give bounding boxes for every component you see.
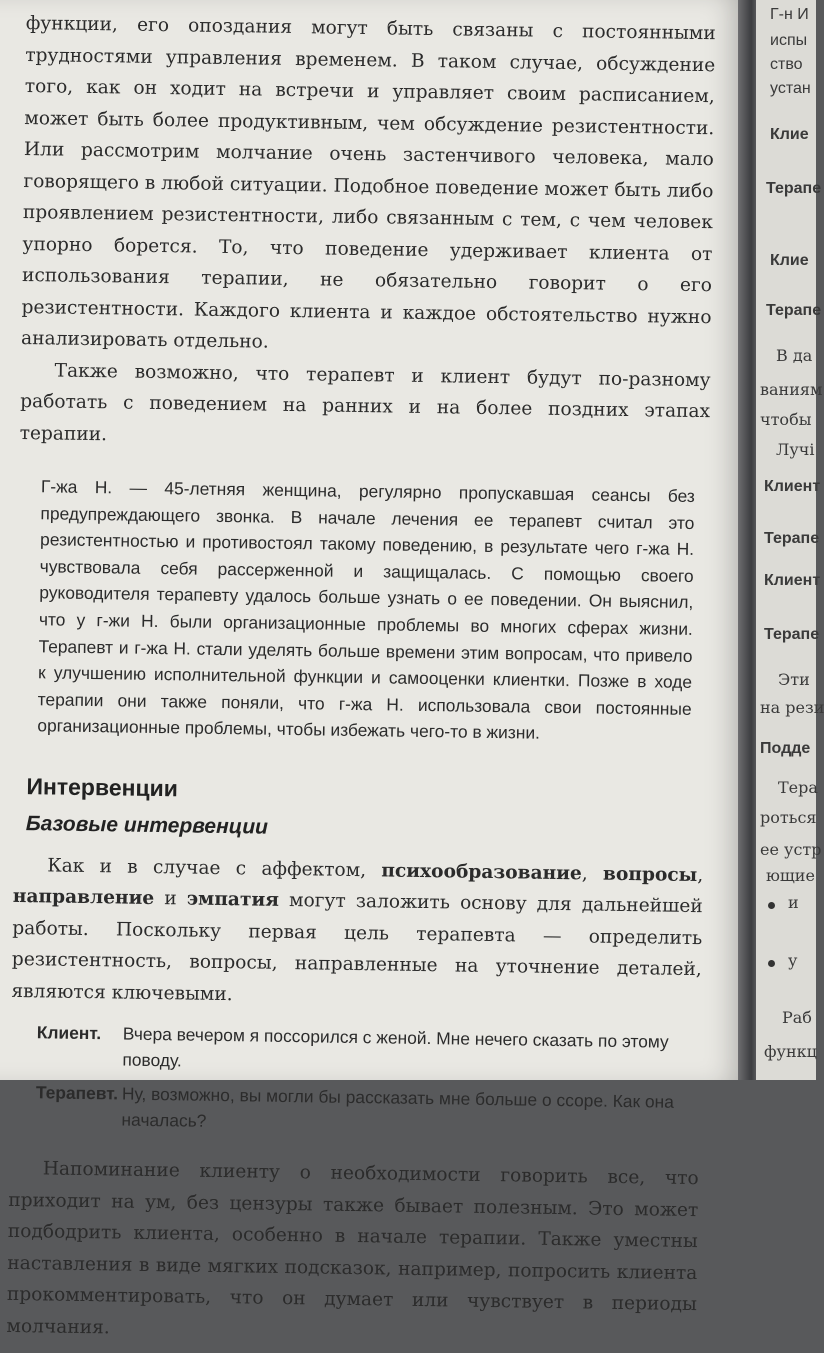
fragment-text: Терапе	[766, 302, 822, 319]
fragment-text: Г-н И	[770, 6, 809, 23]
right-page-edge	[756, 0, 824, 1080]
fragment-text: Терапе	[764, 530, 820, 547]
bullet-icon	[768, 960, 775, 967]
fragment-text: Терапе	[764, 626, 820, 643]
case-example: Г-жа Н. — 45-летняя женщина, регулярно пропускавшая сеансы без предупреждающего звонка. В начале лечения ее терапевт считал это резистентностью и противостоял такому поведению, в результате чего г-жа Н. чувствовала себя рассерженной и защищалась. С помощью своего руководителя терапевту удалось больше узнать о ее поведении. Он выяснил, что у г-жи Н. были организационные проблемы во многих сферах жизни. Терапевт и г-жа Н. стали уделять больше времени этим вопросам, что привело к улучшению исполнительной функции и самооценки клиентки. Позже в ходе терапии они также поняли, что г-жа Н. использовала свои постоянные организационные проблемы, чтобы избежать чего-то в жизни.	[37, 476, 695, 744]
paragraph-3: Как и в случае с аффектом, психообразование, вопросы, направление и эмпатия могут заложить основу для дальнейшей работы. Поскольку первая цель терапевта — определить резистентность, вопросы, направленные на уточнение деталей, являются ключевыми.	[11, 855, 704, 1006]
paragraph-1: функции, его опоздания могут быть связаны с постоянными трудностями управления временем. В таком случае, обсуждение того, как он ходит на встречи и управляет своим расписанием, может быть более продуктивным, чем обсуждение резистентности. Или рассмотрим молчание очень застенчивого человека, мало говорящего в любой ситуации. Подобное поведение может быть либо проявлением резистентности, либо связанным с тем, с чем человек упорно борется. То, что поведение удерживает клиента от использования терапии, не обязательно говорит о его резистентности. Каждого клиента и каждое обстоятельство нужно анализировать отдельно.	[20, 12, 716, 353]
fragment-text: испы	[770, 32, 808, 49]
paragraph-2: Также возможно, что терапевт и клиент будут по-разному работать с поведением на ранних и на более поздних этапах терапии.	[19, 359, 711, 445]
utterance: Вчера вечером я поссорился с женой. Мне нечего сказать по этому поводу.	[122, 1023, 669, 1071]
fragment-text: ее устр	[760, 840, 822, 859]
fragment-text: роться	[760, 808, 817, 827]
fragment-text: Лучі	[776, 440, 815, 459]
page-content	[6, 8, 716, 1353]
fragment-text: ваниям	[760, 380, 823, 399]
fragment-text: Клиент	[764, 478, 821, 495]
fragment-text: Клие	[770, 126, 809, 143]
fragment-text: ющие	[766, 866, 815, 885]
fragment-text: чтобы	[760, 410, 812, 429]
bullet-icon	[768, 902, 775, 909]
section-heading: Интервенции	[26, 773, 179, 802]
fragment-text: В да	[776, 346, 813, 365]
fragment-text: Эти	[778, 670, 810, 689]
fragment-text: и	[788, 893, 799, 912]
utterance: Ну, возможно, вы могли бы рассказать мне больше о ссоре. Как она началась?	[121, 1083, 675, 1132]
fragment-text: у	[788, 951, 798, 970]
subsection-heading: Базовые интервенции	[25, 812, 269, 839]
fragment-text: Клие	[770, 252, 809, 269]
fragment-text: Подде	[760, 740, 811, 757]
fragment-text: на рези	[760, 698, 824, 717]
dialog-line-therapist	[35, 1080, 700, 1142]
dialog-line-client	[36, 1020, 701, 1082]
fragment-text: Клиент	[764, 572, 821, 589]
fragment-text: Терапе	[766, 180, 822, 197]
paragraph-4: Напоминание клиенту о необходимости говорить все, что приходит на ум, без цензуры также бывает полезным. Это может подбодрить клиента, особенно в начале терапии. Также уместны наставления в виде мягких подсказок, например, попросить клиента прокомментировать, что он думает или чувствует в периоды молчания.	[6, 1158, 699, 1339]
fragment-text: функц	[764, 1042, 817, 1061]
fragment-text: ство	[770, 56, 803, 73]
fragment-text: Раб	[782, 1008, 812, 1027]
fragment-text: устан	[770, 80, 811, 97]
speaker-label: Терапевт.	[35, 1082, 119, 1104]
fragment-text: Тера	[778, 778, 818, 797]
speaker-label: Клиент.	[36, 1022, 102, 1044]
